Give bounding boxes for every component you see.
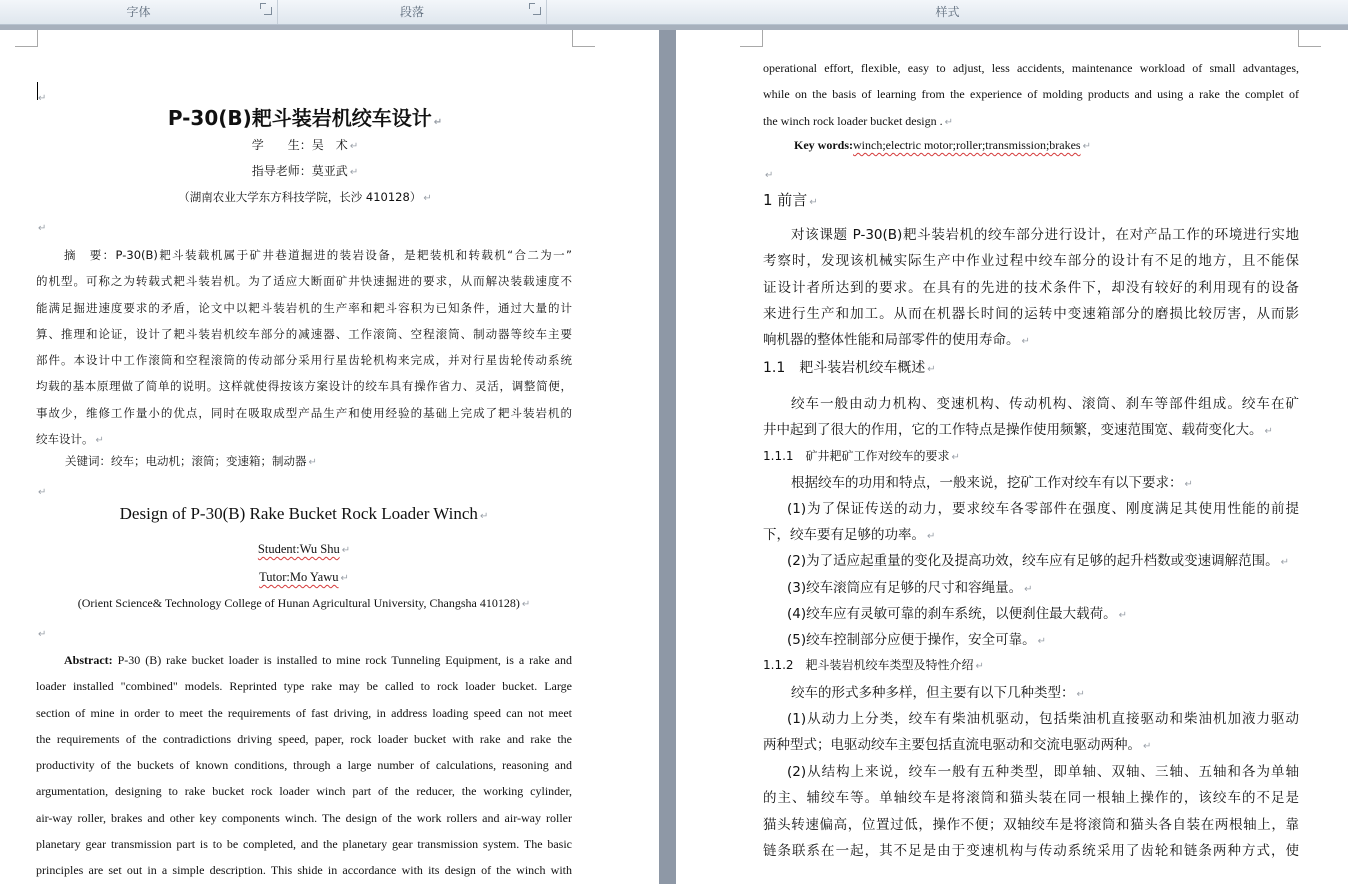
paragraph-dialog-launcher-icon[interactable] (533, 7, 541, 15)
margin-mark (572, 30, 595, 47)
overview-line: 绞车一般由动力机构、变速机构、传动机构、滚筒、刹车等部件组成。绞车在矿 (791, 396, 1299, 412)
document-page-left[interactable]: ↵ P-30(B)耙斗装岩机绞车设计 ↵ 学 生：吴 术 ↵ 指导老师：莫亚武 ↵ （湖南农业大学东方科技学院，长沙 410128） ↵ ↵ 摘 要：P-30(B)耙斗装载机属于矿井巷道掘进的装岩设备，是耙装机和转载机“合二为一” 的机型。可称之为转载式耙斗装岩机。为了适应大断面矿井快速掘进的要求，从而解决装载速度不 能满足掘进速度要求的矛盾，论文中以耙斗装岩机的生产率和耙斗容积为已知条件，通过大量的计 算、推理和论证，设计了耙斗装岩机绞车部分的减速器、工作滚筒、空程滚筒、制动器等绞车主要 部件。本设计中工作滚筒和空程滚筒的传动部分采用行星齿轮机构来完成，并对行星齿轮传动系统 均载的基本原理做了简单的说明。这样就使得按该方案设计的绞车具有操作省力、灵活，调整简便， 事故少，维修工作量小的优点，同时在吸取成型产品生产和使用经验的基础上完成了耙斗装岩机的 绞车设计。 ↵ 关键词：绞车；电动机；滚筒；变速箱；制动器 ↵ ↵ Design of P-30(B) Rake Bucket Rock Loader Winch ↵ Student:Wu Shu ↵ Tutor:Mo Yawu ↵ (Orient Science& Technology College of Hunan Agricultural University, Changsha 410128) ↵ ↵ Abstract: P-30 (B) rake bucket loader is installed to mine rock Tunneling Equipment, is a rake and loader installed "combined" models. Reprinted type rake may be called to rock loader bucket. Large section of mine in order to meet the requirements of fast driving, in address loading speed can not meet the requirements of the contradictions driving speed, paper, rock loader bucket with rake and rake the productivity of the buckets of known conditions, through a large number of calculations, reasoning and argumentation, designing to rake bucket rock loader winch part of the reducer, the working cylinder, air-way roller, brakes and other key components winch. The design of the work rollers and air-way roller planetary gear transmission part is to be completed, and the planetary gear transmission system. The basic principles are set out in a simple description. This shide in accordance with its design of the winch with (0, 30, 659, 884)
requirement-1: (1)为了保证传送的动力，要求绞车各零部件在强度、刚度满足其使用性能的前提 下，绞车要有足够的功率。 ↵ (763, 496, 1299, 551)
tutor-line: 指导老师：莫亚武 ↵ (251, 164, 359, 178)
heading-2-text: 1.1 耙斗装岩机绞车概述 (763, 360, 926, 376)
type-line: 猫头转速偏高，位置过低，操作不便；双轴绞车是将滚筒和猫头各自装在两根轴上，靠 (763, 816, 1299, 833)
abstract-cn-line: 事故少，维修工作量小的优点，同时在吸取成型产品生产和使用经验的基础上完成了耙斗装岩机的 (36, 405, 572, 420)
type-2 (763, 759, 1299, 864)
keywords-cn-text: 关键词：绞车；电动机；滚筒；变速箱；制动器 (65, 454, 307, 468)
tutor-en-line: Tutor:Mo Yawu ↵ (259, 570, 349, 584)
abstract-en-continued: operational effort, flexible, easy to adjust, less accidents, maintenance workload of small advantages, while on the basis of learning from the experience of molding products and using a rake the complet of the winch rock loader bucket design . ↵ (763, 55, 1299, 136)
heading-1-text: 1 前言 (763, 191, 808, 209)
paragraph-group-label: 段落 (399, 5, 424, 19)
student-text: 学 生：吴 术 (251, 138, 348, 152)
student-en-line: Student:Wu Shu ↵ (257, 542, 351, 556)
tutor-en-text: Tutor:Mo Yawu (259, 570, 339, 584)
title-en-text: Design of P-30(B) Rake Bucket Rock Loader Winch (119, 504, 478, 523)
type-line: (2)从结构上来说，绞车一般有五种类型，即单轴、双轴、三轴、五轴和各为单轴 (787, 764, 1299, 780)
abstract-en-line: the requirements of the contradictions driving speed, paper, rock loader bucket with rake and rake the (36, 731, 572, 746)
paragraph-group (278, 0, 547, 24)
type-1: (1)从动力上分类，绞车有柴油机驱动，包括柴油机直接驱动和柴油机加液力驱动 两种型式；电驱动绞车主要包括直流电驱动和交流电驱动两种。 ↵ (763, 706, 1299, 761)
styles-group-label: 样式 (935, 5, 960, 19)
heading-2: 1.1 耙斗装岩机绞车概述 ↵ (763, 360, 936, 376)
abstract-en-label: Abstract: (64, 653, 113, 667)
abstract-en-line: the winch rock loader bucket design . (763, 113, 943, 128)
requirements-intro-text: 根据绞车的功用和特点，一般来说，挖矿工作对绞车有以下要求： (791, 475, 1183, 491)
abstract-en (36, 647, 572, 884)
abstract-en-line: planetary gear transmission part is to be completed, and the planetary gear transmission system. The basic (36, 837, 572, 852)
heading-3-types: 1.1.2 耙斗装岩机绞车类型及特性介绍 ↵ (763, 658, 984, 672)
document-page-right[interactable]: operational effort, flexible, easy to adjust, less accidents, maintenance workload of small advantages, while on the basis of learning from the experience of molding products and using a rake the complet of the winch rock loader bucket design . ↵ Key words:winch;electric motor;roller;transmission;brakes ↵ ↵ 1 前言 ↵ 对该课题 P-30(B)耙斗装岩机的绞车部分进行设计，在对产品工作的环境进行实地 考察时，发现该机械实际生产中作业过程中绞车部分的设计有不足的地方，且不能保 证设计者所达到的要求。在具有的先进的技术条件下，却没有较好的利用现有的设备 来进行生产和加工。从而在机器长时间的运转中变速箱部分的磨损比较厉害，从而影 响机器的整体性能和局部零件的使用寿命。 ↵ 1.1 耙斗装岩机绞车概述 ↵ 绞车一般由动力机构、变速机构、传动机构、滚筒、刹车等部件组成。绞车在矿 井中起到了很大的作用，它的工作特点是操作使用频繁，变速范围宽、载荷变化大。 ↵ 1.1.1 矿井耙矿工作对绞车的要求 ↵ 根据绞车的功用和特点，一般来说，挖矿工作对绞车有以下要求： ↵ (1)为了保证传送的动力，要求绞车各零部件在强度、刚度满足其使用性能的前提 下，绞车要有足够的功率。 ↵ (2)为了适应起重量的变化及提高功效，绞车应有足够的起升档数或变速调解范围。 ↵ (3)绞车滚筒应有足够的尺寸和容绳量。 ↵ (4)绞车应有灵敏可靠的刹车系统，以便刹住最大载荷。 ↵ (5)绞车控制部分应便于操作，安全可靠。 ↵ 1.1.2 耙斗装岩机绞车类型及特性介绍 ↵ 绞车的形式多种多样，但主要有以下几种类型： ↵ (1)从动力上分类，绞车有柴油机驱动，包括柴油机直接驱动和柴油机加液力驱动 两种型式；电驱动绞车主要包括直流电驱动和交流电驱动两种。 ↵ (2)从结构上来说，绞车一般有五种类型，即单轴、双轴、三轴、五轴和各为单轴 的主、辅绞车等。单轴绞车是将滚筒和猫头装在同一根轴上操作的，该绞车的不足是 猫头转速偏高，位置过低，操作不便；双轴绞车是将滚筒和猫头各自装在两根轴上，靠 链条联系在一起，其不足是由于变速机构与传动系统采用了齿轮和链条两种方式，使 (676, 30, 1348, 884)
tutor-text: 指导老师：莫亚武 (251, 164, 348, 178)
requirements-intro: 根据绞车的功用和特点，一般来说，挖矿工作对绞车有以下要求： ↵ (791, 475, 1193, 491)
abstract-en-line: while on the basis of learning from the experience of molding products and using a rake the complet of (763, 87, 1299, 102)
intro-line: 证设计者所达到的要求。在具有的先进的技术条件下，却没有较好的利用现有的设备 (763, 279, 1299, 296)
margin-mark (15, 30, 38, 47)
type-line: 的主、辅绞车等。单轴绞车是将滚筒和猫头装在同一根轴上操作的，该绞车的不足是 (763, 790, 1299, 807)
margin-mark (1298, 30, 1321, 47)
styles-group (547, 0, 1348, 24)
abstract-cn-line: 摘 要：P-30(B)耙斗装载机属于矿井巷道掘进的装岩设备，是耙装机和转载机“合二为一” (64, 248, 572, 262)
requirement-line: (4)绞车应有灵敏可靠的刹车系统，以便刹住最大载荷。 (787, 606, 1117, 622)
intro-line: 对该课题 P-30(B)耙斗装岩机的绞车部分进行设计，在对产品工作的环境进行实地 (791, 227, 1299, 243)
requirement-5: (5)绞车控制部分应便于操作，安全可靠。 ↵ (787, 632, 1047, 648)
requirement-2: (2)为了适应起重量的变化及提高功效，绞车应有足够的起升档数或变速调解范围。 ↵ (787, 553, 1290, 569)
heading-3a-text: 1.1.1 矿井耙矿工作对绞车的要求 (763, 449, 950, 463)
requirement-line: (2)为了适应起重量的变化及提高功效，绞车应有足够的起升档数或变速调解范围。 (787, 553, 1279, 569)
font-group-label: 字体 (126, 5, 151, 19)
intro-paragraph: 对该课题 P-30(B)耙斗装岩机的绞车部分进行设计，在对产品工作的环境进行实地 考察时，发现该机械实际生产中作业过程中绞车部分的设计有不足的地方，且不能保 证设计者所达到的要求。在具有的先进的技术条件下，却没有较好的利用现有的设备 来进行生产和加工。从而在机器长时间的运转中变速箱部分的磨损比较厉害，从而影 响机器的整体性能和局部零件的使用寿命。 ↵ (763, 222, 1299, 355)
overview-paragraph: 绞车一般由动力机构、变速机构、传动机构、滚筒、刹车等部件组成。绞车在矿 井中起到了很大的作用，它的工作特点是操作使用频繁，变速范围宽、载荷变化大。 ↵ (763, 391, 1299, 446)
paper-title-en: Design of P-30(B) Rake Bucket Rock Loader Winch ↵ (119, 504, 489, 523)
abstract-en-line: argumentation, designing to rake bucket rock loader winch part of the reducer, the working cylinder, (36, 784, 572, 799)
overview-line: 井中起到了很大的作用，它的工作特点是操作使用频繁，变速范围宽、载荷变化大。 (763, 422, 1263, 439)
intro-line: 来进行生产和加工。从而在机器长时间的运转中变速箱部分的磨损比较厉害，从而影 (763, 305, 1299, 322)
keywords-en: Key words:winch;electric motor;roller;transmission;brakes ↵ (794, 138, 1091, 152)
type-line: 两种型式；电驱动绞车主要包括直流电驱动和交流电驱动两种。 (763, 737, 1141, 754)
margin-mark (740, 30, 763, 47)
intro-line: 响机器的整体性能和局部零件的使用寿命。 (763, 332, 1020, 349)
abstract-en-line: P-30 (B) rake bucket loader is installed to mine rock Tunneling Equipment, is a rake and (117, 653, 573, 667)
font-dialog-launcher-icon[interactable] (264, 7, 272, 15)
title-text: P-30(B)耙斗装岩机绞车设计 (167, 106, 432, 130)
keywords-cn: 关键词：绞车；电动机；滚筒；变速箱；制动器 ↵ (65, 454, 317, 468)
abstract-cn-line: 均载的基本原理做了简单的说明。这样就使得按该方案设计的绞车具有操作省力、灵活，调整简便， (36, 379, 572, 394)
ribbon-group-bar (0, 0, 1348, 25)
requirement-line: (3)绞车滚筒应有足够的尺寸和容绳量。 (787, 580, 1023, 596)
abstract-en-line: air-way roller, brakes and other key components winch. The design of the work rollers and air-way roller (36, 810, 572, 825)
types-intro: 绞车的形式多种多样，但主要有以下几种类型： ↵ (791, 685, 1085, 701)
heading-1: 1 前言 ↵ (763, 191, 818, 209)
affiliation-en-line: (Orient Science& Technology College of Hunan Agricultural University, Changsha 410128) ↵ (77, 596, 531, 610)
type-line: 链条联系在一起，其不足是由于变速机构与传动系统采用了齿轮和链条两种方式，使 (763, 842, 1299, 859)
requirement-line: (5)绞车控制部分应便于操作，安全可靠。 (787, 632, 1036, 648)
abstract-cn: 摘 要：P-30(B)耙斗装载机属于矿井巷道掘进的装岩设备，是耙装机和转载机“合二为一” 的机型。可称之为转载式耙斗装岩机。为了适应大断面矿井快速掘进的要求，从而解决装载速度不 能满足掘进速度要求的矛盾，论文中以耙斗装岩机的生产率和耙斗容积为已知条件，通过大量的计 算、推理和论证，设计了耙斗装岩机绞车部分的减速器、工作滚筒、空程滚筒、制动器等绞车主要 部件。本设计中工作滚筒和空程滚筒的传动部分采用行星齿轮机构来完成，并对行星齿轮传动系统 均载的基本原理做了简单的说明。这样就使得按该方案设计的绞车具有操作省力、灵活，调整简便， 事故少，维修工作量小的优点，同时在吸取成型产品生产和使用经验的基础上完成了耙斗装岩机的 绞车设计。 ↵ (36, 242, 572, 454)
requirement-line: 下，绞车要有足够的功率。 (763, 527, 925, 544)
abstract-en-line: operational effort, flexible, easy to adjust, less accidents, maintenance workload of small advantages, (763, 61, 1299, 75)
heading-3b-text: 1.1.2 耙斗装岩机绞车类型及特性介绍 (763, 658, 974, 672)
types-intro-text: 绞车的形式多种多样，但主要有以下几种类型： (791, 685, 1075, 701)
abstract-en-line: section of mine in order to meet the requirements of fast driving, in address loading speed can not meet (36, 705, 572, 720)
abstract-en-line: principles are set out in a simple description. This shide in accordance with its design of the winch with (36, 863, 572, 878)
font-group (0, 0, 278, 24)
requirement-3: (3)绞车滚筒应有足够的尺寸和容绳量。 ↵ (787, 580, 1033, 596)
keywords-en-label: Key words: (794, 138, 853, 152)
requirement-line: (1)为了保证传送的动力，要求绞车各零部件在强度、刚度满足其使用性能的前提 (787, 501, 1299, 517)
student-line: 学 生：吴 术 ↵ (251, 138, 359, 152)
abstract-cn-line: 部件。本设计中工作滚筒和空程滚筒的传动部分采用行星齿轮机构来完成，并对行星齿轮传动系统 (36, 353, 572, 368)
requirement-4: (4)绞车应有灵敏可靠的刹车系统，以便刹住最大载荷。 ↵ (787, 606, 1128, 622)
paragraph-mark-icon: ↵ (38, 93, 47, 104)
intro-line: 考察时，发现该机械实际生产中作业过程中绞车部分的设计有不足的地方，且不能保 (763, 253, 1299, 270)
abstract-en-line: productivity of the buckets of known conditions, through a large number of calculations, reasoning and (36, 758, 572, 773)
affiliation-line: （湖南农业大学东方科技学院，长沙 410128） ↵ (178, 190, 432, 204)
abstract-cn-line: 能满足掘进速度要求的矛盾，论文中以耙斗装岩机的生产率和耙斗容积为已知条件，通过大量的计 (36, 300, 572, 315)
abstract-cn-line: 的机型。可称之为转载式耙斗装岩机。为了适应大断面矿井快速掘进的要求，从而解决装载速度不 (36, 274, 572, 289)
student-en-text: Student:Wu Shu (257, 542, 340, 556)
keywords-en-text: winch;electric motor;roller;transmission;brakes (853, 138, 1081, 152)
abstract-cn-line: 算、推理和论证，设计了耙斗装岩机绞车部分的减速器、工作滚筒、空程滚筒、制动器等绞车主要 (36, 326, 572, 341)
affiliation-text: （湖南农业大学东方科技学院，长沙 410128） (178, 190, 422, 204)
abstract-en-line: loader installed "combined" models. Reprinted type rake may be called to rock loader bucket. Large (36, 679, 572, 694)
affiliation-en-text: (Orient Science& Technology College of Hunan Agricultural University, Changsha 410128) (77, 596, 520, 610)
page-gutter (659, 30, 676, 884)
type-line: (1)从动力上分类，绞车有柴油机驱动，包括柴油机直接驱动和柴油机加液力驱动 (787, 711, 1299, 727)
abstract-cn-line: 绞车设计。 (36, 432, 94, 447)
paper-title-cn: P-30(B)耙斗装岩机绞车设计 ↵ (167, 106, 443, 130)
heading-3-requirements: 1.1.1 矿井耙矿工作对绞车的要求 ↵ (763, 449, 960, 463)
